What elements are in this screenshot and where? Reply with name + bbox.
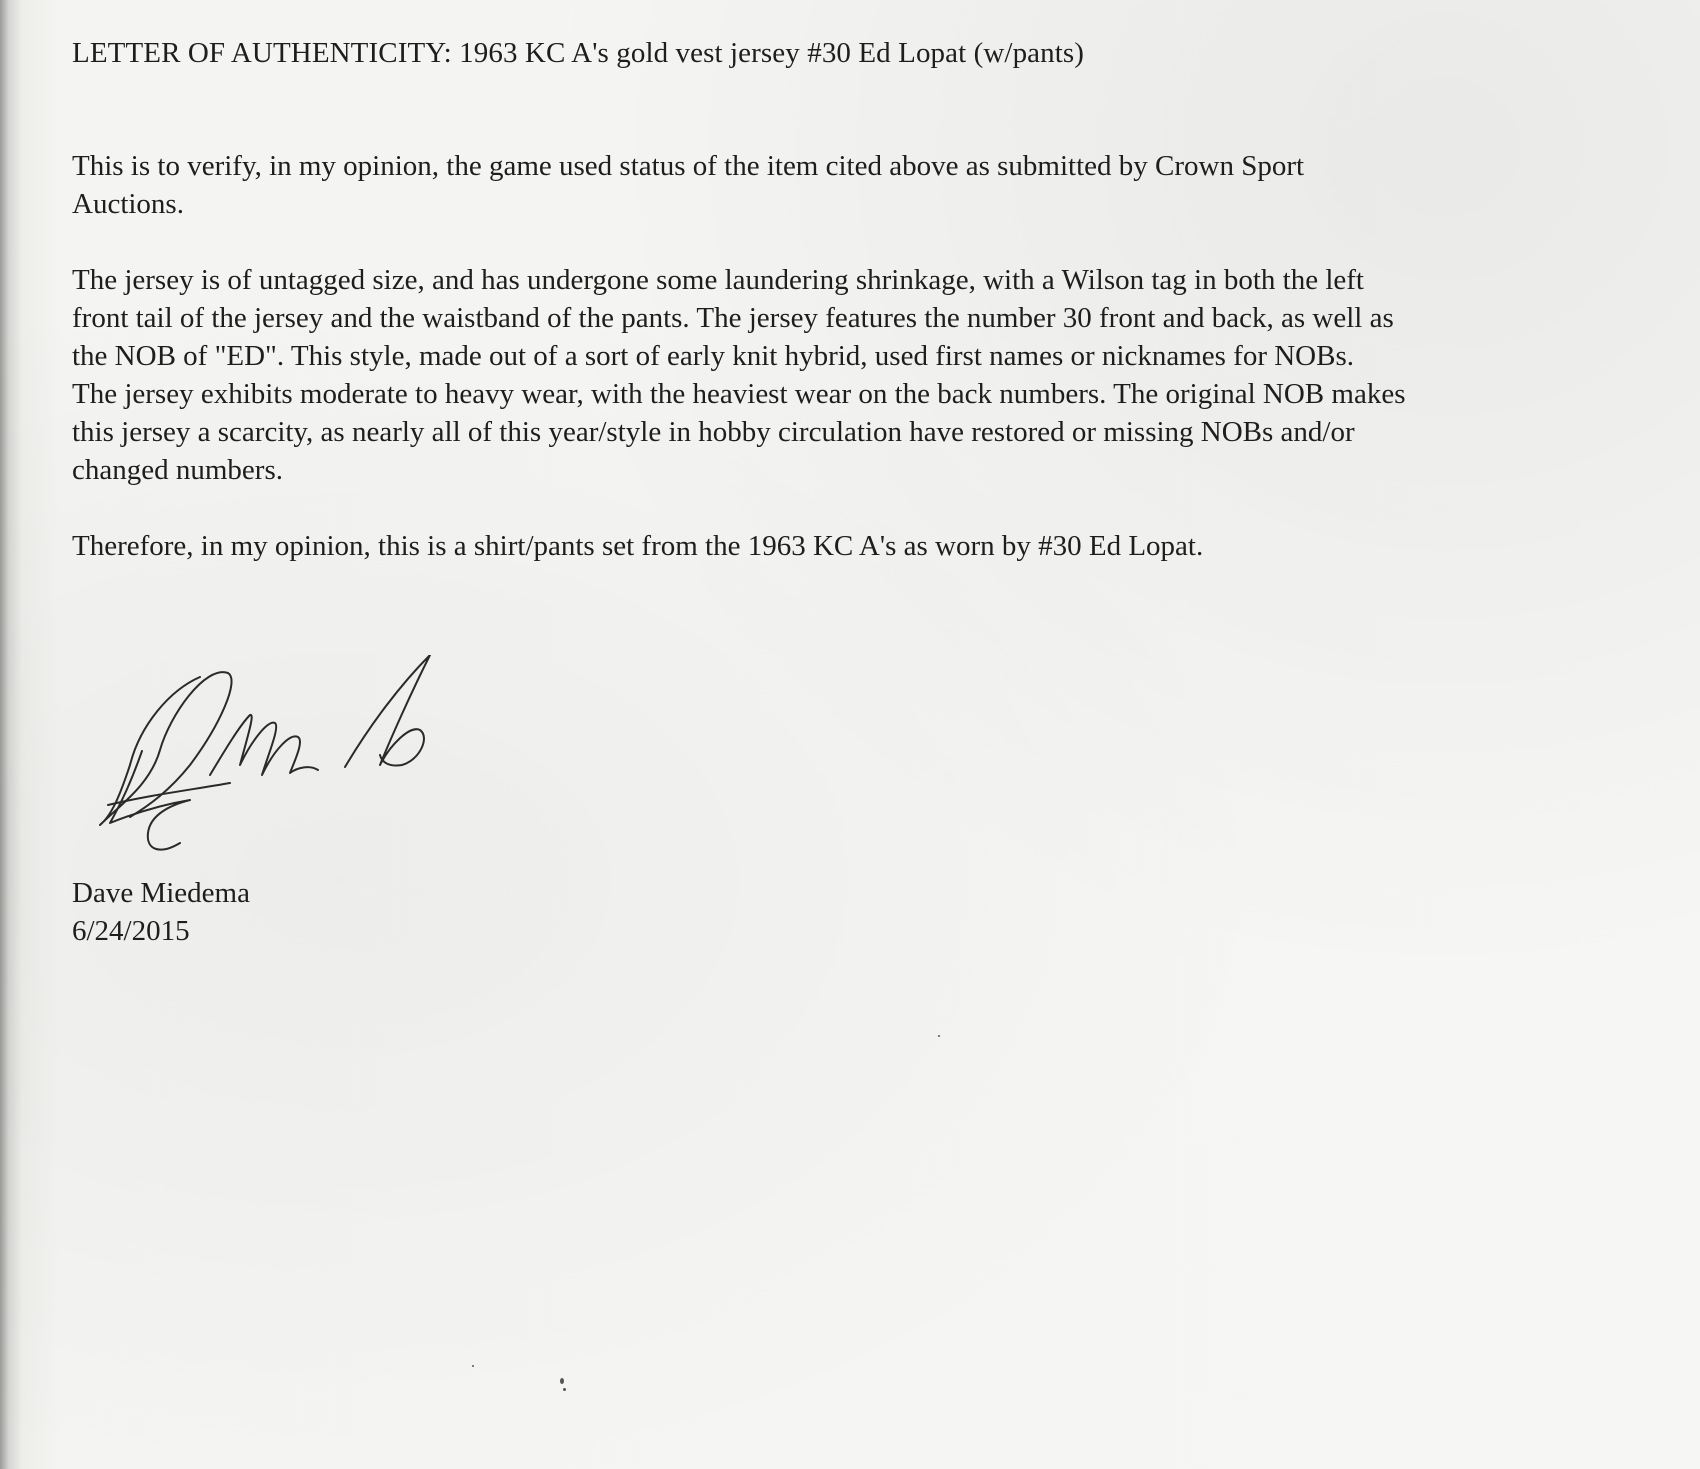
paragraph-line: The jersey is of untagged size, and has undergone some laundering shrinkage, with a Wilson tag in both the left bbox=[72, 264, 1364, 296]
letter-body bbox=[72, 147, 1632, 603]
paper-speck bbox=[560, 1378, 564, 1384]
handwritten-signature bbox=[90, 655, 490, 865]
signature-block bbox=[72, 874, 250, 950]
paragraph-line: this jersey a scarcity, as nearly all of this year/style in hobby circulation have restored or missing NOBs and/or bbox=[72, 416, 1355, 448]
paper-speck bbox=[938, 1035, 940, 1037]
paragraph-line: Therefore, in my opinion, this is a shirt/pants set from the 1963 KC A's as worn by #30 Ed Lopat. bbox=[72, 530, 1204, 562]
paragraph-line: changed numbers. bbox=[72, 454, 283, 486]
signer-name: Dave Miedema bbox=[72, 877, 250, 909]
scan-edge-shadow bbox=[0, 0, 22, 1469]
paragraph-description bbox=[72, 261, 1632, 489]
letter-title: LETTER OF AUTHENTICITY: 1963 KC A's gold vest jersey #30 Ed Lopat (w/pants) bbox=[72, 37, 1085, 69]
paragraph-line: front tail of the jersey and the waistband of the pants. The jersey features the number 30 front and back, as well as bbox=[72, 302, 1394, 334]
paragraph-line: This is to verify, in my opinion, the game used status of the item cited above as submitted by Crown Sport bbox=[72, 150, 1305, 182]
paper-speck bbox=[563, 1388, 566, 1391]
paragraph-line: Auctions. bbox=[72, 188, 184, 220]
paragraph-line: The jersey exhibits moderate to heavy wear, with the heaviest wear on the back numbers. The original NOB makes bbox=[72, 378, 1406, 410]
paragraph-conclusion bbox=[72, 527, 1632, 565]
paragraph-line: the NOB of "ED". This style, made out of a sort of early knit hybrid, used first names or nicknames for NOBs. bbox=[72, 340, 1354, 372]
paragraph-verification bbox=[72, 147, 1632, 223]
paper-speck bbox=[472, 1365, 474, 1367]
letter-date: 6/24/2015 bbox=[72, 915, 190, 947]
